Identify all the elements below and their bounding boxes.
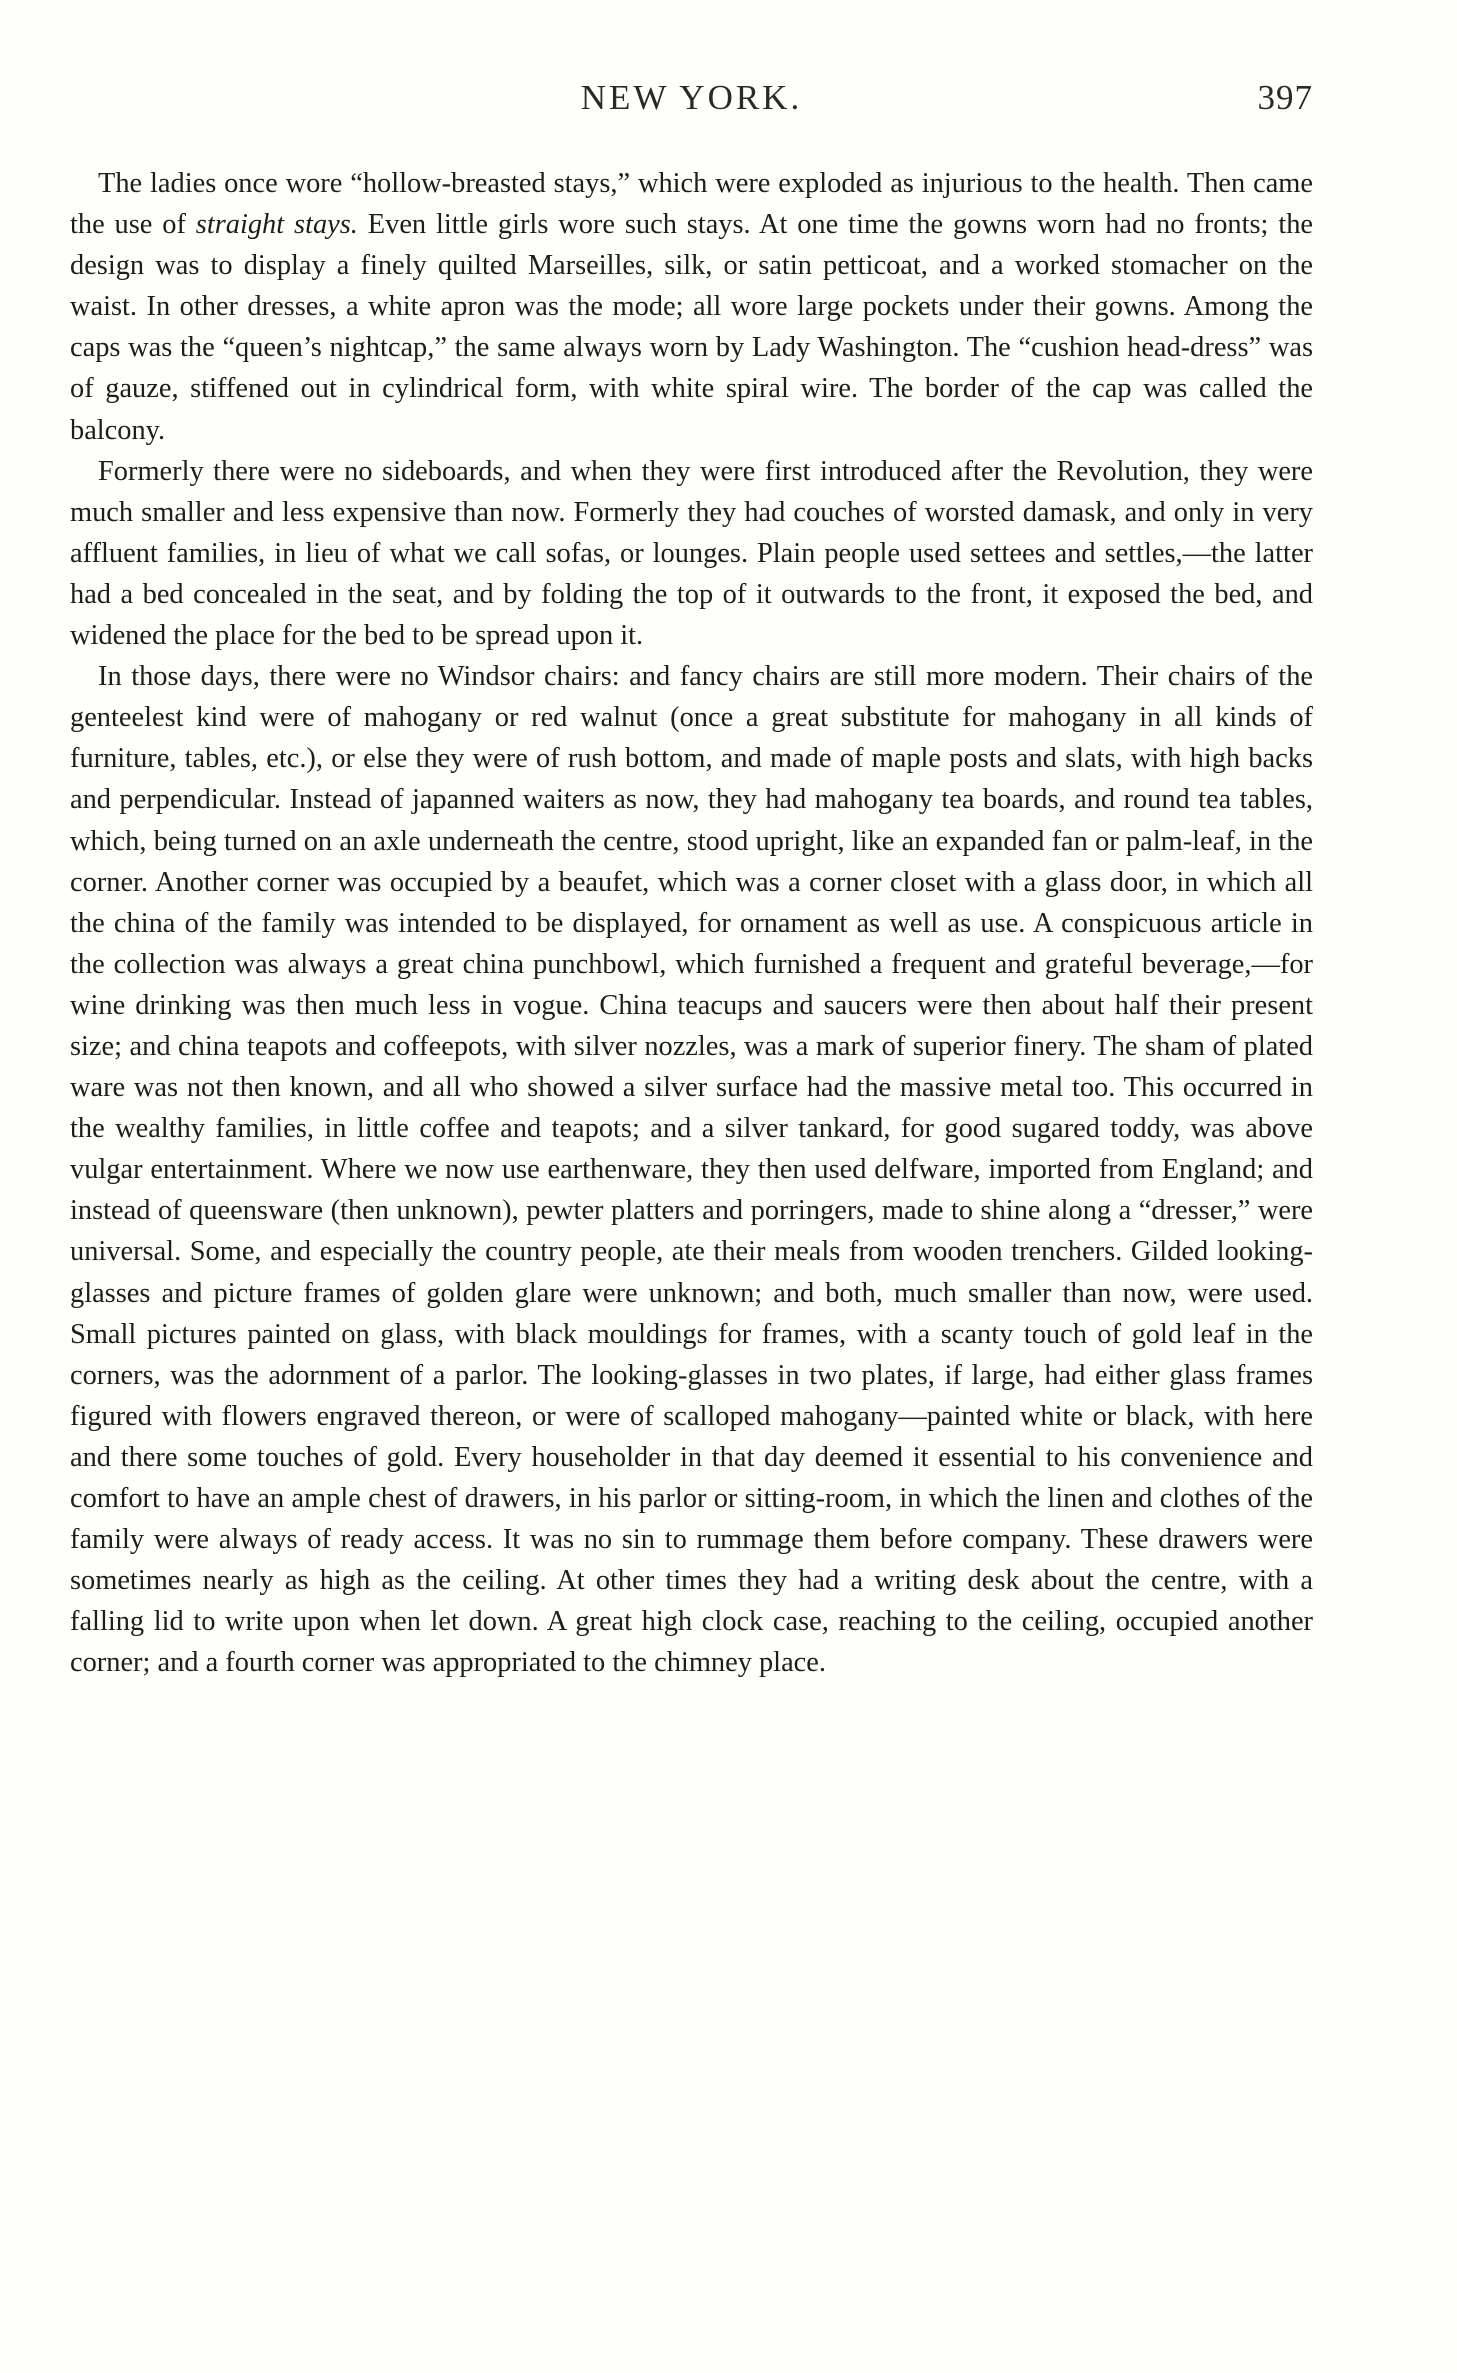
italic-phrase: straight stays. [195,209,358,241]
paragraph-sideboards: Formerly there were no sideboards, and when they were first introduced after the Revolution, they were much smaller and less expensive than now. Formerly they had couches of worsted damask, and only in very affluent families, in lieu of what we call sofas, or lounges. Plain people used settees and settles,—the latter had a bed concealed in the seat, and by folding the top of it outwards to the front, it exposed the bed, and widened the place for the bed to be spread upon it. [70,455,1313,652]
body-text [70,163,1313,1683]
paragraph-ladies-dress [70,163,1313,451]
paragraph-text: Even little girls wore such stays. At one time the gowns worn had no fronts; the design was to display a finely quilted Marseilles, silk, or satin petticoat, and a worked stomacher on the waist. In other dresses, a white apron was the mode; all wore large pockets under their gowns. Among the caps was the “queen’s nightcap,” the same always worn by Lady Washington. The “cushion head-dress” was of gauze, stiffened out in cylindrical form, with white spiral wire. The border of the cap was called the balcony. [70,209,1313,446]
paragraph-text: The ladies once wore “hollow-breasted stays,” which were exploded as injurious to the health. Then came the use of [70,168,1313,241]
running-head: NEW YORK. [580,78,803,117]
page-number: 397 [1257,78,1313,117]
paragraph-chairs-and-furnishings: In those days, there were no Windsor chairs: and fancy chairs are still more modern. Their chairs of the genteelest kind were of mahogany or red walnut (once a great substitute for mahogany in all kinds of furniture, tables, etc.), or else they were of rush bottom, and made of maple posts and slats, with high backs and perpendicular. Instead of japanned waiters as now, they had mahogany tea boards, and round tea tables, which, being turned on an axle underneath the centre, stood upright, like an expanded fan or palm-leaf, in the corner. Another corner was occupied by a beaufet, which was a corner closet with a glass door, in which all the china of the family was intended to be displayed, for ornament as well as use. A conspicuous article in the collection was always a great china punchbowl, which furnished a frequent and grateful beverage,—for wine drinking was then much less in vogue. China teacups and saucers were then about half their present size; and china teapots and coffeepots, with silver nozzles, was a mark of superior finery. The sham of plated ware was not then known, and all who showed a silver surface had the massive metal too. This occurred in the wealthy families, in little coffee and teapots; and a silver tankard, for good sugared toddy, was above vulgar entertainment. Where we now use earthenware, they then used delfware, imported from England; and instead of queensware (then unknown), pewter platters and porringers, made to shine along a “dresser,” were universal. Some, and especially the country people, ate their meals from wooden trenchers. Gilded looking-glasses and picture frames of golden glare were unknown; and both, much smaller than now, were used. Small pictures painted on glass, with black mouldings for frames, with a scanty touch of gold leaf in the corners, was the adornment of a parlor. The looking-glasses in two plates, if large, had either glass frames figured with flowers engraved thereon, or were of scalloped mahogany—painted white or black, with here and there some touches of gold. Every householder in that day deemed it essential to his convenience and comfort to have an ample chest of drawers, in his parlor or sitting-room, in which the linen and clothes of the family were always of ready access. It was no sin to rummage them before company. These drawers were sometimes nearly as high as the ceiling. At other times they had a writing desk about the centre, with a falling lid to write upon when let down. A great high clock case, reaching to the ceiling, occupied another corner; and a fourth corner was appropriated to the chimney place. [70,661,1313,1679]
page-header [70,78,1313,128]
